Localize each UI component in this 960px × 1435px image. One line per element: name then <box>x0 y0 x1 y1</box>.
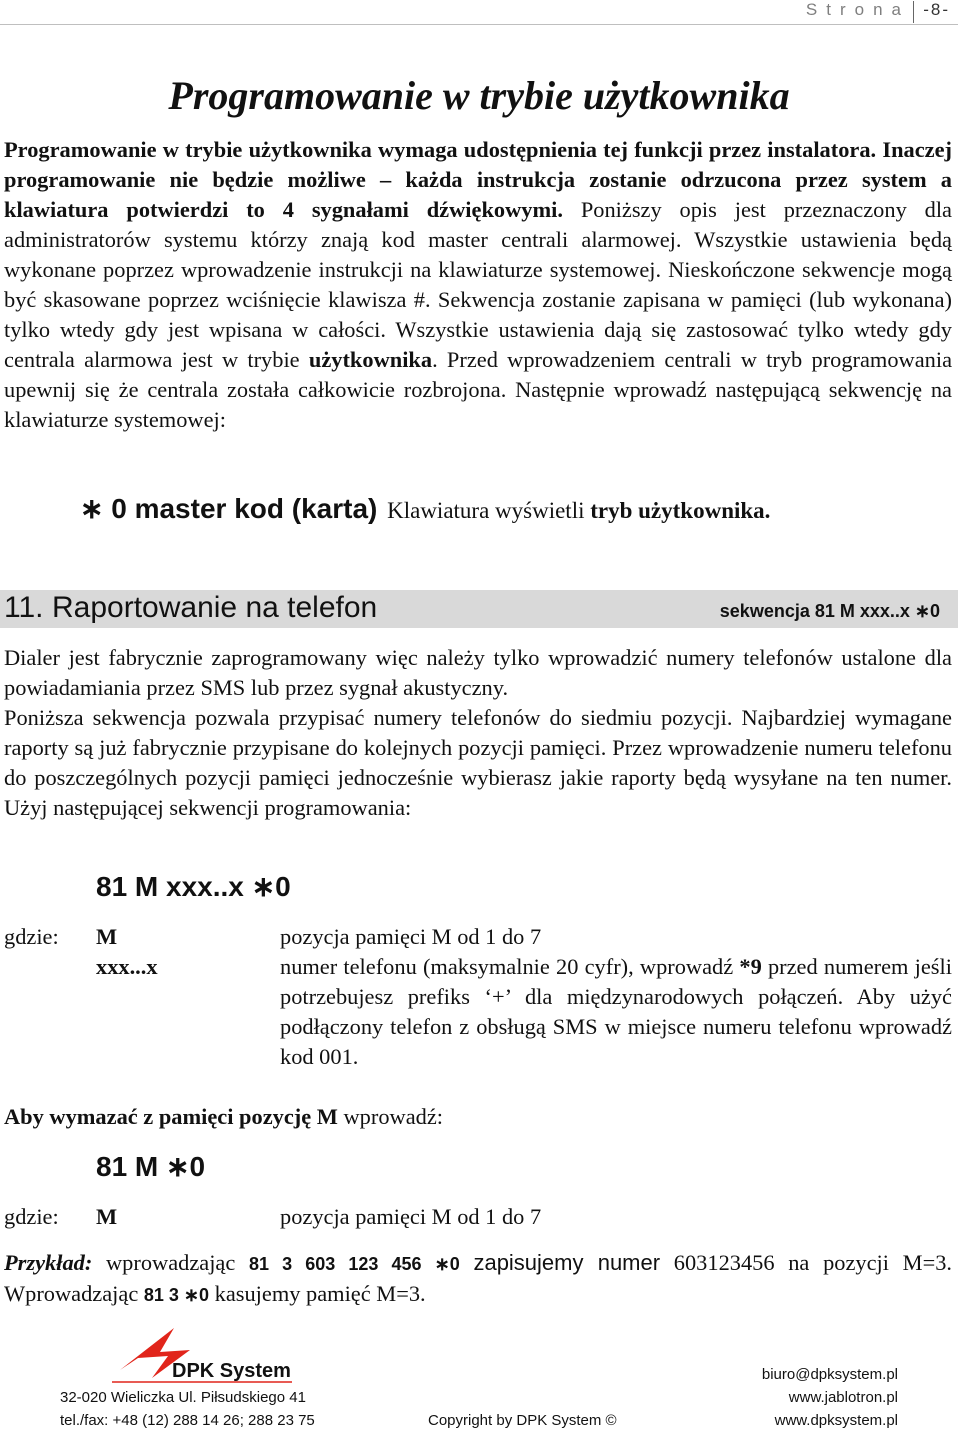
erase-bold: Aby wymazać z pamięci pozycję M <box>4 1104 338 1129</box>
example-label: Przykład: <box>4 1250 93 1275</box>
x-description <box>280 952 952 1072</box>
intro-text-1: Poniższy opis jest przeznaczony dla administratorów systemu którzy znają kod master centrali alarmowej. Wszystkie ustawienia będą wykonane poprzez wprowadzenie instrukcji na klawiaturze systemowej. Nieskończone sekwencje mogą być skasowane poprzez wciśnięcie klawisza #. Sekwencja zostanie zapisana w pamięci (lub wykonana) tylko wtedy gdy jest wpisana w całości. Wszystkie ustawienia dają się zastosować tylko wtedy gdy centrala alarmowa jest w trybie <box>4 197 952 372</box>
body-paragraph-2: Poniższa sekwencja pozwala przypisać numery telefonów do siedmiu pozycji. Najbardziej wymagane raporty są już fabrycznie przypisane do kolejnych pozycji pamięci. Przez wprowadzenie numeru telefonu do poszczególnych pozycji pamięci jednocześnie wybierasz jakie raporty będą wysyłane na ten numer. Użyj następującej sekwencji programowania: <box>4 705 952 820</box>
footer-web-dpk: www.dpksystem.pl <box>774 1412 898 1429</box>
where-label: gdzie: <box>4 924 59 949</box>
footer-web-jablotron: www.jablotron.pl <box>788 1389 898 1406</box>
page-header <box>0 0 958 25</box>
example-paragraph <box>4 1248 952 1310</box>
intro-bold-word: użytkownika <box>308 347 433 372</box>
sequence-1: 81 M xxx..x ∗0 <box>96 871 291 902</box>
m2-description: pozycja pamięci M od 1 do 7 <box>280 1204 542 1229</box>
command-sequence: ∗ 0 master kod (karta) <box>80 493 378 524</box>
sequence-2: 81 M ∗0 <box>96 1151 206 1182</box>
header-separator <box>913 1 914 23</box>
command-desc-bold: tryb użytkownika. <box>590 498 771 523</box>
logo-text: DPK System <box>172 1360 291 1382</box>
footer-copyright: Copyright by DPK System © <box>428 1412 617 1429</box>
command-line <box>80 492 770 525</box>
x-desc-1: numer telefonu (maksymalnie 20 cyfr), wprowadź <box>280 954 734 979</box>
where2-label: gdzie: <box>4 1204 59 1229</box>
footer-email: biuro@dpksystem.pl <box>761 1366 898 1383</box>
x-desc-2: przed numerem jeśli potrzebujesz prefiks ‘+’ dla międzynarodowych połączeń. Aby użyć podłączony telefon z obsługą SMS w miejsce numeru telefonu wprowadź kod 001. <box>280 954 952 1069</box>
section-title: Raportowanie na telefon <box>52 591 378 624</box>
x-desc-bold: *9 <box>739 954 762 979</box>
erase-instruction <box>4 1102 443 1132</box>
example-code-2: 81 3 ∗0 <box>143 1285 210 1305</box>
example-text-2: zapisujemy numer <box>473 1250 661 1275</box>
section-number: 11. <box>4 591 44 624</box>
section-header <box>0 590 958 628</box>
example-text-4: kasujemy pamięć M=3. <box>214 1281 426 1306</box>
m-label: M <box>96 924 118 949</box>
footer-phone: tel./fax: +48 (12) 288 14 26; 288 23 75 <box>60 1412 315 1429</box>
page-title: Programowanie w trybie użytkownika <box>168 73 790 118</box>
intro-paragraph <box>4 135 952 435</box>
example-text-3: 603123456 na pozycji M=3. Wprowadzając <box>4 1250 952 1306</box>
footer-address: 32-020 Wieliczka Ul. Piłsudskiego 41 <box>60 1389 306 1406</box>
intro-bold-text: Programowanie w trybie użytkownika wymaga udostępnienia tej funkcji przez instalatora. Inaczej programowanie nie będzie możliwe – każda instrukcja zostanie odrzucona przez system a klawiatura potwierdzi to 4 sygnałami dźwiękowymi. <box>4 137 952 222</box>
section-sequence: sekwencja 81 M xxx..x ∗0 <box>719 601 940 621</box>
x-label: xxx...x <box>96 954 158 979</box>
example-text-1: wprowadzając <box>106 1250 236 1275</box>
m2-label: M <box>96 1204 118 1229</box>
page-label: Strona <box>805 0 910 19</box>
intro-text-2: . Przed wprowadzeniem centrali w tryb programowania upewnij się że centrala została całkowicie rozbrojona. Następnie wprowadź następującą sekwencję na klawiaturze systemowej: <box>4 347 953 432</box>
erase-normal: wprowadź: <box>343 1104 443 1129</box>
body-paragraph-1: Dialer jest fabrycznie zaprogramowany więc należy tylko wprowadzić numery telefonów ustalone dla powiadamiania przez SMS lub przez sygnał akustyczny. <box>4 645 952 700</box>
page-number: -8- <box>923 0 950 19</box>
example-code-1: 81 3 603 123 456 ∗0 <box>249 1254 460 1274</box>
command-desc: Klawiatura wyświetli <box>387 498 585 523</box>
m-description: pozycja pamięci M od 1 do 7 <box>280 924 542 949</box>
